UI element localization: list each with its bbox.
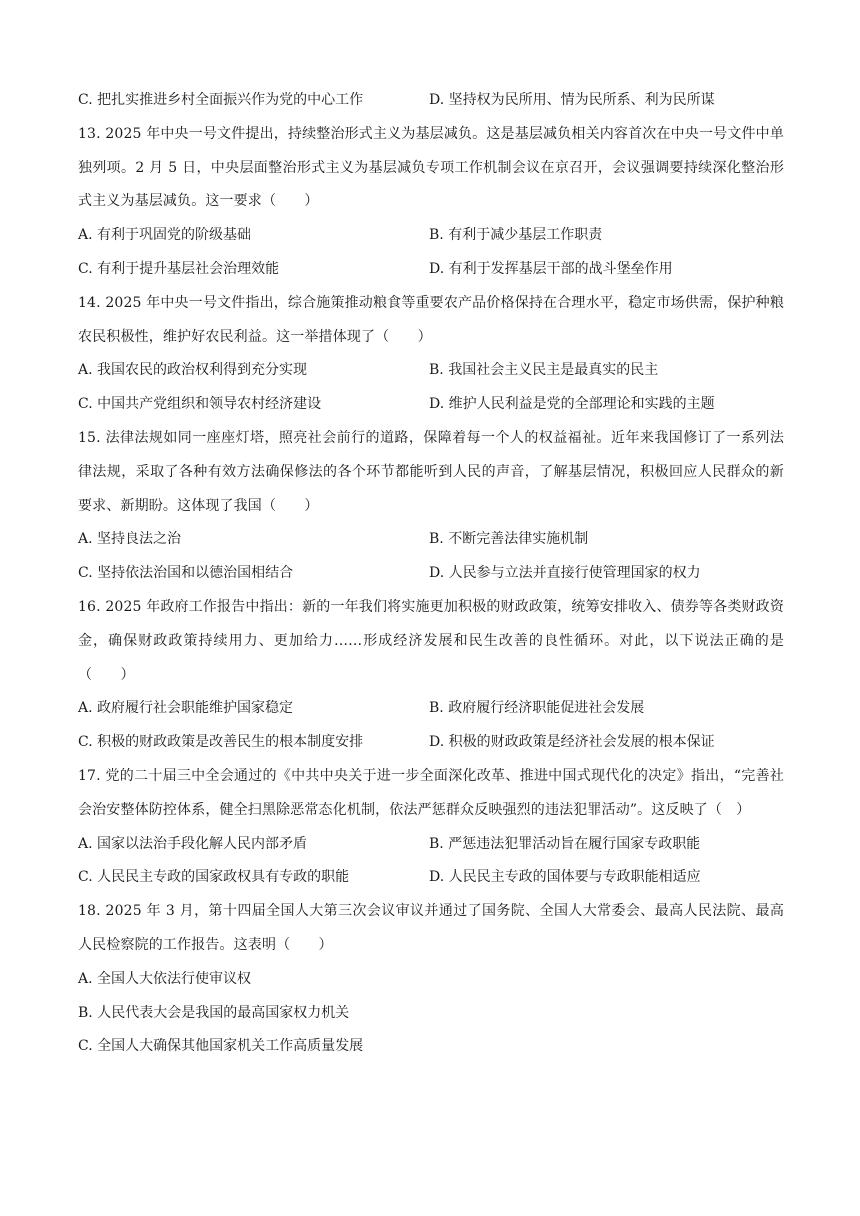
option-a: A. 坚持良法之治 [78,531,182,548]
option-row [78,523,784,557]
question-stem: 15. 法律法规如同一座座灯塔，照亮社会前行的道路，保障着每一个人的权益福祉。近年来我国修订了一系列法律法规，采取了各种有效方法确保修法的各个环节都能听到人民的声音，了解基层情况，积极回应人民群众的新要求、新期盼。这体现了我国（ ） [78,429,784,514]
option-c: C. 积极的财政政策是改善民生的根本制度安排 [78,734,364,751]
option-c: C. 全国人大确保其他国家机关工作高质量发展 [78,1038,364,1055]
question-17 [78,760,784,895]
option-d: D. 人民参与立法并直接行使管理国家的权力 [429,565,701,582]
option-d: D. 积极的财政政策是经济社会发展的根本保证 [429,734,715,751]
question-18 [78,895,784,1064]
option-row [78,828,784,862]
option-a: A. 政府履行社会职能维护国家稳定 [78,700,294,717]
option-d: D. 维护人民利益是党的全部理论和实践的主题 [429,396,715,413]
option-row [78,219,784,253]
option-c: C. 中国共产党组织和领导农村经济建设 [78,396,322,413]
question-15 [78,422,784,591]
option-c: C. 人民民主专政的国家政权具有专政的职能 [78,869,350,886]
option-b: B. 有利于减少基层工作职责 [429,227,603,244]
option-c: C. 坚持依法治国和以德治国相结合 [78,565,294,582]
option-b: B. 人民代表大会是我国的最高国家权力机关 [78,1004,350,1021]
option-c: C. 有利于提升基层社会治理效能 [78,260,280,277]
question-stem: 16. 2025 年政府工作报告中指出：新的一年我们将实施更加积极的财政政策，统筹安排收入、债券等各类财政资金，确保财政政策持续用力、更加给力……形成经济发展和民生改善的良性循环。对此，以下说法正确的是（ ） [78,598,784,683]
carry-over-options [78,84,784,118]
option-a: A. 有利于巩固党的阶级基础 [78,227,252,244]
option-c: C. 把扎实推进乡村全面振兴作为党的中心工作 [78,92,364,108]
question-stem: 17. 党的二十届三中全会通过的《中共中央关于进一步全面深化改革、推进中国式现代化的决定》指出，“完善社会治安整体防控体系，健全扫黑除恶常态化机制，依法严惩群众反映强烈的违法犯罪活动”。这反映了（ ） [78,767,784,818]
question-stem: 14. 2025 年中央一号文件指出，综合施策推动粮食等重要农产品价格保持在合理水平，稳定市场供需，保护种粮农民积极性，维护好农民利益。这一举措体现了（ ） [78,294,784,345]
option-a: A. 国家以法治手段化解人民内部矛盾 [78,835,308,852]
option-row [78,253,784,287]
option-row [78,557,784,591]
question-16 [78,591,784,760]
exam-page [78,84,784,1064]
option-b: B. 我国社会主义民主是最真实的民主 [429,362,659,379]
question-stem: 13. 2025 年中央一号文件提出，持续整治形式主义为基层减负。这是基层减负相关内容首次在中央一号文件中单独列项。2 月 5 日，中央层面整治形式主义为基层减负专项工作机制会议在京召开，会议强调要持续深化整治形式主义为基层减负。这一要求（ ） [78,125,784,210]
question-stem: 18. 2025 年 3 月，第十四届全国人大第三次会议审议并通过了国务院、全国人大常委会、最高人民法院、最高人民检察院的工作报告。这表明（ ） [78,903,784,953]
question-14 [78,287,784,422]
option-row [78,861,784,895]
option-row [78,726,784,760]
option-row [78,692,784,726]
option-d: D. 人民民主专政的国体要与专政职能相适应 [429,869,701,886]
option-b: B. 不断完善法律实施机制 [429,531,589,548]
option-b: B. 严惩违法犯罪活动旨在履行国家专政职能 [429,835,701,852]
option-row [78,388,784,422]
option-b: B. 政府履行经济职能促进社会发展 [429,700,645,717]
question-13 [78,118,784,287]
option-a: A. 全国人大依法行使审议权 [78,970,252,987]
option-row [78,354,784,388]
option-a: A. 我国农民的政治权利得到充分实现 [78,362,308,379]
option-d: D. 有利于发挥基层干部的战斗堡垒作用 [429,260,673,277]
option-d: D. 坚持权为民所用、情为民所系、利为民所谋 [429,92,715,108]
